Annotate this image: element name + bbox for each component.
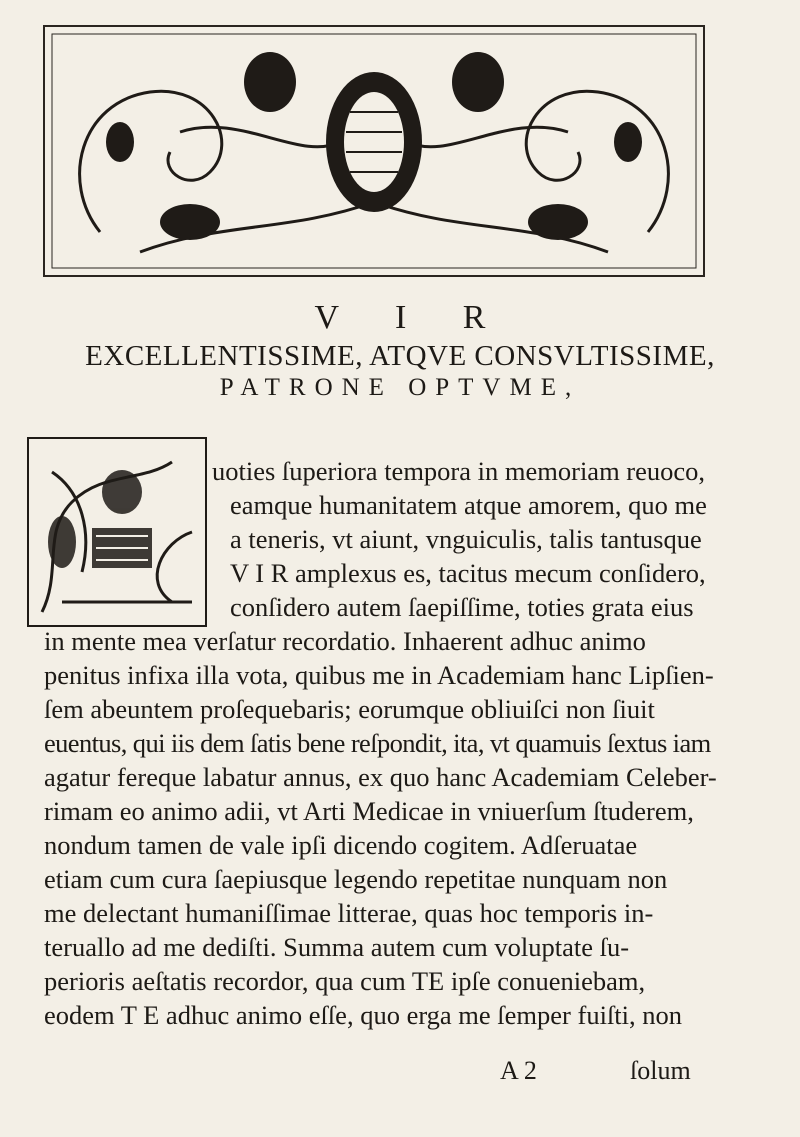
heading-vir: V I R [314,299,510,336]
text-line: a teneris, vt aiunt, vnguiculis, talis tantusque [230,524,702,554]
text-line: agatur fereque labatur annus, ex quo hanc Academiam Celeber- [44,762,717,792]
heading-excellentissime: EXCELLENTISSIME, ATQVE CONSVLTISSIME, [85,340,715,372]
text-line: nondum tamen de vale ipſi dicendo cogitem. Adſeruatae [44,830,638,860]
text-line: eodem T E adhuc animo eſſe, quo erga me ſemper fuiſti, non [44,1000,683,1030]
text-line: etiam cum cura ſaepiusque legendo repetitae nunquam non [44,864,668,894]
text-line: V I R amplexus es, tacitus mecum conſidero, [230,558,706,588]
text-line: ſem abeuntem proſequebaris; eorumque obliuiſci non ſiuit [44,694,655,724]
text-line: me delectant humaniſſimae litterae, quas hoc temporis in- [44,898,654,928]
text-line: rimam eo animo adii, vt Arti Medicae in vniuerſum ſtuderem, [44,796,694,826]
signature-mark: A 2 [500,1056,537,1085]
heading-patrone: PATRONE OPTVME, [219,374,581,401]
text-line: teruallo ad me dediſti. Summa autem cum voluptate ſu- [44,932,630,962]
text-line: in mente mea verſatur recordatio. Inhaerent adhuc animo [44,626,646,656]
text-line: eamque humanitatem atque amorem, quo me [230,490,707,520]
text-line: euentus, qui iis dem ſatis bene reſpondit, ita, vt quamuis ſextus iam [44,728,711,758]
text-line: conſidero autem ſaepiſſime, toties grata eius [230,592,694,622]
text-line: perioris aeſtatis recordor, qua cum TE ipſe conueniebam, [44,966,646,996]
text-line: uoties ſuperiora tempora in memoriam reuoco, [212,456,706,486]
decorated-initial [22,432,212,632]
text-line: penitus infixa illa vota, quibus me in Academiam hanc Lipſien- [44,660,714,690]
ornamental-headpiece-icon [40,22,708,280]
catchword: ſolum [630,1056,691,1085]
